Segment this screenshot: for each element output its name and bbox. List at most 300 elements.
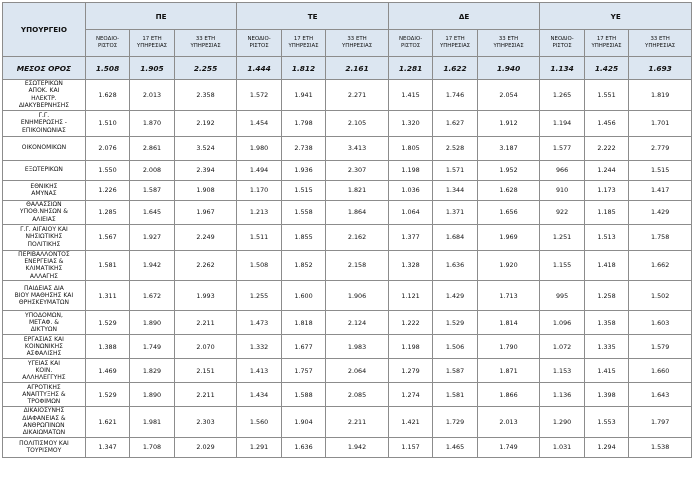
salary-value: 1.912	[477, 110, 540, 136]
salary-value: 1.757	[281, 359, 325, 383]
salary-value: 1.553	[584, 407, 628, 438]
salary-value: 1.456	[584, 110, 628, 136]
salary-value: 1.494	[237, 160, 281, 180]
salary-value: 1.274	[388, 383, 432, 407]
ministry-name	[3, 383, 86, 407]
ministry-name	[3, 407, 86, 438]
salary-value: 1.904	[281, 407, 325, 438]
salary-value: 1.251	[540, 224, 584, 250]
subhead-line: ΥΠΗΡΕΣΙΑΣ	[645, 43, 676, 49]
salary-table	[2, 2, 692, 458]
salary-value: 2.307	[326, 160, 389, 180]
ministry-name-line: Γ.Γ.	[38, 112, 50, 120]
ministry-name-line: ΚΟΙΝ.	[35, 367, 53, 375]
salary-value: 1.173	[584, 180, 628, 200]
salary-table-container	[2, 2, 692, 458]
salary-value: 2.394	[174, 160, 237, 180]
salary-value: 1.636	[433, 250, 477, 281]
salary-value: 1.198	[388, 335, 432, 359]
salary-value: 1.672	[130, 281, 174, 311]
salary-value: 1.567	[85, 224, 129, 250]
salary-value: 1.560	[237, 407, 281, 438]
ministry-name	[3, 335, 86, 359]
subhead-line: ΝΕΟΔΙΟ-	[95, 36, 120, 42]
salary-value: 1.285	[85, 200, 129, 224]
salary-value: 1.656	[477, 200, 540, 224]
ministry-name-line: ΥΓΕΙΑΣ ΚΑΙ	[27, 359, 60, 367]
salary-value: 1.942	[130, 250, 174, 281]
mean-value: 2.255	[174, 57, 237, 80]
salary-value: 1.890	[130, 383, 174, 407]
table-row	[3, 359, 692, 383]
salary-value: 1.677	[281, 335, 325, 359]
salary-value: 2.124	[326, 311, 389, 335]
subhead-line: ΥΠΗΡΕΣΙΑΣ	[136, 43, 168, 49]
ministry-name-line: ΚΛΙΜΑΤΙΚΗΣ	[25, 265, 63, 273]
salary-value: 1.600	[281, 281, 325, 311]
salary-value: 2.151	[174, 359, 237, 383]
salary-value: 1.603	[629, 311, 692, 335]
salary-value: 1.870	[130, 110, 174, 136]
salary-value: 1.194	[540, 110, 584, 136]
salary-value: 1.621	[85, 407, 129, 438]
mean-value: 1.134	[540, 57, 584, 80]
mean-label: ΜΕΣΟΣ ΟΡΟΣ	[3, 57, 86, 80]
ministry-name-line: ΕΘΝΙΚΗΣ	[30, 182, 58, 190]
subhead-line: 17 ΕΤΗ	[445, 36, 465, 42]
subhead-line: ΝΕΟΔΙΟ-	[399, 36, 423, 42]
salary-value: 1.818	[281, 311, 325, 335]
salary-value: 1.819	[629, 80, 692, 111]
salary-value: 1.758	[629, 224, 692, 250]
subhead-line: ΝΕΟΔΙΟ-	[247, 36, 271, 42]
salary-value: 1.290	[540, 407, 584, 438]
table-row	[3, 383, 692, 407]
salary-value: 1.983	[326, 335, 389, 359]
salary-value: 1.662	[629, 250, 692, 281]
salary-value: 2.211	[174, 311, 237, 335]
salary-value: 1.805	[388, 136, 432, 160]
ministry-name-line: ΗΛΕΚΤΡ.	[31, 94, 57, 102]
salary-value: 1.952	[477, 160, 540, 180]
salary-value: 2.162	[326, 224, 389, 250]
ministry-name	[3, 110, 86, 136]
group-header: ΔΕ	[388, 3, 540, 30]
salary-value: 1.729	[433, 407, 477, 438]
ministry-name-line: ΕΠΙΚΟΙΝΩΝΙΑΣ	[22, 126, 66, 134]
salary-value: 1.852	[281, 250, 325, 281]
salary-value: 1.749	[130, 335, 174, 359]
subhead-line: 17 ΕΤΗ	[142, 36, 162, 42]
salary-value: 1.942	[326, 437, 389, 457]
subhead-line: ΥΠΗΡΕΣΙΑΣ	[493, 43, 524, 49]
salary-value: 2.738	[281, 136, 325, 160]
ministry-name-line: ΕΝΕΡΓΕΙΑΣ &	[24, 258, 64, 266]
salary-value: 1.244	[584, 160, 628, 180]
salary-value: 1.577	[540, 136, 584, 160]
ministry-name-line: ΑΣΦΑΛΙΣΗΣ	[26, 350, 62, 358]
salary-value: 1.746	[433, 80, 477, 111]
salary-value: 910	[540, 180, 584, 200]
salary-value: 1.927	[130, 224, 174, 250]
salary-value: 1.072	[540, 335, 584, 359]
salary-value: 1.864	[326, 200, 389, 224]
salary-value: 1.571	[433, 160, 477, 180]
table-row	[3, 335, 692, 359]
salary-value: 2.008	[130, 160, 174, 180]
ministry-name-line: ΕΞΩΤΕΡΙΚΩΝ	[24, 166, 63, 174]
salary-value: 1.036	[388, 180, 432, 200]
salary-value: 1.587	[433, 359, 477, 383]
salary-value: 1.829	[130, 359, 174, 383]
salary-value: 1.508	[237, 250, 281, 281]
salary-value: 2.013	[130, 80, 174, 111]
ministry-name-line: ΕΡΓΑΣΙΑΣ ΚΑΙ	[23, 335, 64, 343]
subhead-line: ΡΙΣΤΟΣ	[552, 43, 572, 49]
ministry-name-line: ΘΑΛΑΣΣΙΩΝ	[26, 201, 62, 209]
ministry-name-line: ΟΙΚΟΝΟΜΙΚΩΝ	[21, 144, 67, 152]
table-row	[3, 80, 692, 111]
ministry-name-line: ΠΟΛΙΤΙΚΗΣ	[27, 240, 61, 248]
salary-value: 1.473	[237, 311, 281, 335]
subhead-line: ΡΙΣΤΟΣ	[400, 43, 421, 49]
salary-value: 1.434	[237, 383, 281, 407]
salary-value: 1.981	[130, 407, 174, 438]
header-row-subheads	[3, 30, 692, 57]
subhead-line: ΥΠΗΡΕΣΙΑΣ	[591, 43, 622, 49]
salary-value: 1.465	[433, 437, 477, 457]
ministry-name-line: ΔΙΚΤΥΩΝ	[30, 326, 58, 334]
salary-value: 1.920	[477, 250, 540, 281]
subhead-line: ΥΠΗΡΕΣΙΑΣ	[341, 43, 373, 49]
ministry-name	[3, 160, 86, 180]
salary-value: 3.187	[477, 136, 540, 160]
salary-value: 1.906	[326, 281, 389, 311]
salary-value: 2.070	[174, 335, 237, 359]
ministry-column-header: ΥΠΟΥΡΓΕΙΟ	[3, 3, 86, 57]
ministry-name-line: ΘΡΗΣΚΕΥΜΑΤΩΝ	[18, 299, 69, 307]
salary-value: 1.506	[433, 335, 477, 359]
salary-value: 1.136	[540, 383, 584, 407]
salary-value: 3.524	[174, 136, 237, 160]
salary-value: 1.941	[281, 80, 325, 111]
salary-value: 1.291	[237, 437, 281, 457]
salary-value: 2.249	[174, 224, 237, 250]
salary-value: 1.415	[584, 359, 628, 383]
subhead-cell	[433, 30, 477, 57]
salary-value: 1.587	[130, 180, 174, 200]
group-header: ΤΕ	[237, 3, 389, 30]
salary-value: 2.222	[584, 136, 628, 160]
mean-value: 1.905	[130, 57, 174, 80]
salary-value: 1.713	[477, 281, 540, 311]
salary-value: 1.347	[85, 437, 129, 457]
salary-value: 1.311	[85, 281, 129, 311]
subhead-cell	[281, 30, 325, 57]
subhead-line: 33 ΕΤΗ	[347, 36, 367, 42]
ministry-name-line: Γ.Γ. ΑΙΓΑΙΟΥ ΚΑΙ	[20, 226, 68, 234]
mean-row	[3, 57, 692, 80]
ministry-name-line: ΥΠΟΔΟΜΩΝ,	[24, 311, 63, 319]
salary-value: 1.265	[540, 80, 584, 111]
salary-value: 2.013	[477, 407, 540, 438]
salary-value: 2.085	[326, 383, 389, 407]
salary-value: 1.454	[237, 110, 281, 136]
subhead-cell	[85, 30, 129, 57]
salary-value: 1.155	[540, 250, 584, 281]
subhead-line: ΥΠΗΡΕΣΙΑΣ	[439, 43, 471, 49]
salary-value: 2.271	[326, 80, 389, 111]
salary-value: 1.469	[85, 359, 129, 383]
mean-value: 1.622	[433, 57, 477, 80]
salary-value: 2.076	[85, 136, 129, 160]
ministry-name-line: ΕΝΗΜΕΡΩΣΗΣ -	[20, 119, 67, 127]
salary-value: 1.328	[388, 250, 432, 281]
ministry-name-line: ΜΕΤΑΦ. &	[28, 319, 59, 327]
subhead-line: ΥΠΗΡΕΣΙΑΣ	[288, 43, 319, 49]
mean-value: 1.444	[237, 57, 281, 80]
salary-value: 1.645	[130, 200, 174, 224]
salary-value: 2.358	[174, 80, 237, 111]
mean-value: 2.161	[326, 57, 389, 80]
ministry-name-line: ΒΙΟΥ ΜΑΘΗΣΗΣ ΚΑΙ	[14, 292, 74, 300]
salary-value: 1.969	[477, 224, 540, 250]
salary-value: 1.335	[584, 335, 628, 359]
ministry-name-line: ΑΠΟΚ. ΚΑΙ	[28, 87, 60, 95]
salary-value: 2.211	[174, 383, 237, 407]
subhead-line: ΝΕΟΔΙΟ-	[550, 36, 574, 42]
salary-value: 1.529	[433, 311, 477, 335]
salary-value: 1.628	[477, 180, 540, 200]
subhead-cell	[540, 30, 584, 57]
salary-value: 1.814	[477, 311, 540, 335]
ministry-name	[3, 281, 86, 311]
salary-value: 1.417	[629, 180, 692, 200]
table-row	[3, 110, 692, 136]
ministry-name-line: ΥΠΟΘ.ΝΗΣΩΝ &	[19, 208, 68, 216]
salary-value: 1.980	[237, 136, 281, 160]
ministry-name-line: ΑΜΥΝΑΣ	[31, 190, 57, 198]
salary-value: 1.936	[281, 160, 325, 180]
table-row	[3, 136, 692, 160]
salary-value: 1.429	[629, 200, 692, 224]
subhead-cell	[629, 30, 692, 57]
table-row	[3, 250, 692, 281]
salary-value: 1.701	[629, 110, 692, 136]
ministry-name-line: ΑΛΛΗΛΕΓΓΥΗΣ	[22, 374, 66, 382]
salary-value: 1.415	[388, 80, 432, 111]
salary-value: 1.258	[584, 281, 628, 311]
subhead-line: 17 ΕΤΗ	[596, 36, 617, 42]
salary-value: 1.418	[584, 250, 628, 281]
salary-value: 1.967	[174, 200, 237, 224]
ministry-name-line: ΤΟΥΡΙΣΜΟΥ	[26, 447, 62, 455]
salary-value: 966	[540, 160, 584, 180]
subhead-cell	[174, 30, 237, 57]
salary-value: 1.581	[85, 250, 129, 281]
salary-value: 1.588	[281, 383, 325, 407]
salary-value: 1.320	[388, 110, 432, 136]
ministry-name	[3, 359, 86, 383]
salary-value: 1.096	[540, 311, 584, 335]
ministry-name-line: ΔΙΑΦΑΝΕΙΑΣ &	[22, 414, 66, 422]
table-row	[3, 160, 692, 180]
salary-value: 1.866	[477, 383, 540, 407]
salary-value: 1.198	[388, 160, 432, 180]
salary-value: 2.861	[130, 136, 174, 160]
salary-value: 1.388	[85, 335, 129, 359]
table-row	[3, 407, 692, 438]
ministry-name-line: ΠΑΙΔΕΙΑΣ ΔΙΑ	[23, 284, 64, 292]
salary-value: 1.421	[388, 407, 432, 438]
subhead-line: 33 ΕΤΗ	[498, 36, 519, 42]
table-row	[3, 180, 692, 200]
salary-value: 1.398	[584, 383, 628, 407]
ministry-name	[3, 80, 86, 111]
ministry-name-line: ΔΙΚΑΙΩΜΑΤΩΝ	[22, 429, 66, 437]
salary-value: 1.890	[130, 311, 174, 335]
salary-value: 1.708	[130, 437, 174, 457]
salary-value: 1.628	[85, 80, 129, 111]
subhead-line: 33 ΕΤΗ	[650, 36, 670, 42]
ministry-name-line: ΝΗΣΙΩΤΙΚΗΣ	[25, 233, 63, 241]
salary-value: 1.993	[174, 281, 237, 311]
table-row	[3, 311, 692, 335]
subhead-line: ΡΙΣΤΟΣ	[97, 43, 118, 49]
salary-value: 1.821	[326, 180, 389, 200]
salary-value: 1.871	[477, 359, 540, 383]
header-row-groups	[3, 3, 692, 30]
salary-value: 2.105	[326, 110, 389, 136]
salary-value: 1.538	[629, 437, 692, 457]
mean-value: 1.812	[281, 57, 325, 80]
salary-value: 1.627	[433, 110, 477, 136]
salary-value: 1.064	[388, 200, 432, 224]
group-header: ΠΕ	[85, 3, 237, 30]
salary-value: 1.790	[477, 335, 540, 359]
salary-value: 1.413	[237, 359, 281, 383]
salary-value: 2.528	[433, 136, 477, 160]
salary-value: 922	[540, 200, 584, 224]
salary-value: 2.029	[174, 437, 237, 457]
salary-value: 995	[540, 281, 584, 311]
salary-value: 1.226	[85, 180, 129, 200]
ministry-name	[3, 437, 86, 457]
ministry-name	[3, 311, 86, 335]
ministry-name-line: ΠΕΡΙΒΑΛΛΟΝΤΟΣ	[18, 250, 70, 258]
ministry-name-line: ΑΝΘΡΩΠΙΝΩΝ	[23, 422, 65, 430]
salary-value: 1.551	[584, 80, 628, 111]
ministry-name	[3, 136, 86, 160]
salary-value: 1.579	[629, 335, 692, 359]
salary-value: 3.413	[326, 136, 389, 160]
salary-value: 1.684	[433, 224, 477, 250]
ministry-name	[3, 250, 86, 281]
salary-value: 1.581	[433, 383, 477, 407]
subhead-cell	[130, 30, 174, 57]
ministry-name	[3, 200, 86, 224]
salary-value: 1.358	[584, 311, 628, 335]
subhead-line: 33 ΕΤΗ	[195, 36, 216, 42]
salary-value: 1.371	[433, 200, 477, 224]
salary-value: 2.064	[326, 359, 389, 383]
salary-value: 2.192	[174, 110, 237, 136]
salary-value: 1.797	[629, 407, 692, 438]
salary-value: 1.213	[237, 200, 281, 224]
ministry-name-line: ΚΟΙΝΩΝΙΚΗΣ	[24, 343, 63, 351]
salary-value: 1.332	[237, 335, 281, 359]
salary-value: 1.255	[237, 281, 281, 311]
salary-value: 1.529	[85, 311, 129, 335]
mean-value: 1.425	[584, 57, 628, 80]
ministry-name-line: ΑΝΑΠΤΥΞΗΣ &	[22, 391, 66, 399]
salary-value: 1.153	[540, 359, 584, 383]
salary-value: 2.262	[174, 250, 237, 281]
subhead-cell	[326, 30, 389, 57]
salary-value: 2.158	[326, 250, 389, 281]
mean-value: 1.693	[629, 57, 692, 80]
salary-value: 1.157	[388, 437, 432, 457]
salary-value: 1.510	[85, 110, 129, 136]
salary-value: 1.798	[281, 110, 325, 136]
subhead-line: ΥΠΗΡΕΣΙΑΣ	[190, 43, 221, 49]
salary-value: 1.170	[237, 180, 281, 200]
salary-value: 1.294	[584, 437, 628, 457]
salary-value: 1.031	[540, 437, 584, 457]
salary-value: 1.660	[629, 359, 692, 383]
subhead-line: ΡΙΣΤΟΣ	[249, 43, 269, 49]
salary-value: 2.054	[477, 80, 540, 111]
salary-value: 1.515	[281, 180, 325, 200]
mean-value: 1.940	[477, 57, 540, 80]
salary-value: 1.529	[85, 383, 129, 407]
subhead-line: 17 ΕΤΗ	[293, 36, 314, 42]
ministry-name-line: ΔΙΑΚΥΒΕΡΝΗΣΗΣ	[18, 102, 70, 110]
mean-value: 1.281	[388, 57, 432, 80]
salary-value: 1.558	[281, 200, 325, 224]
salary-value: 2.303	[174, 407, 237, 438]
subhead-cell	[388, 30, 432, 57]
ministry-name-line: ΑΛΛΑΓΗΣ	[29, 272, 58, 280]
subhead-cell	[584, 30, 628, 57]
salary-value: 1.121	[388, 281, 432, 311]
salary-value: 1.908	[174, 180, 237, 200]
ministry-name-line: ΔΙΚΑΙΟΣΥΝΗΣ	[23, 407, 65, 415]
ministry-name-line: ΕΣΩΤΕΡΙΚΩΝ	[24, 80, 63, 87]
salary-value: 1.572	[237, 80, 281, 111]
salary-value: 1.515	[629, 160, 692, 180]
salary-value: 1.502	[629, 281, 692, 311]
salary-value: 1.344	[433, 180, 477, 200]
ministry-name-line: ΤΡΟΦΙΜΩΝ	[27, 398, 61, 406]
salary-value: 1.511	[237, 224, 281, 250]
table-row	[3, 200, 692, 224]
ministry-name	[3, 224, 86, 250]
table-row	[3, 281, 692, 311]
salary-value: 1.636	[281, 437, 325, 457]
ministry-name-line: ΑΓΡΟΤΙΚΗΣ	[27, 383, 61, 391]
salary-value: 1.377	[388, 224, 432, 250]
salary-value: 1.643	[629, 383, 692, 407]
salary-value: 1.513	[584, 224, 628, 250]
ministry-name-line: ΑΛΙΕΙΑΣ	[32, 215, 56, 223]
ministry-name	[3, 180, 86, 200]
salary-value: 1.429	[433, 281, 477, 311]
salary-value: 2.779	[629, 136, 692, 160]
table-row	[3, 224, 692, 250]
salary-value: 1.279	[388, 359, 432, 383]
table-row	[3, 437, 692, 457]
